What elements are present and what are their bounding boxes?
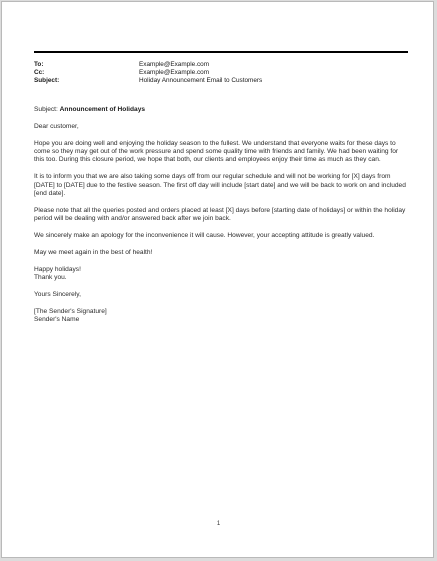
paragraph-2: It is to inform you that we are also taking some days off from our regular schedule and will not be working for [X] days from [DATE] to [DATE] due to the festive season. The first off day will include [start date] and we will be back to work on and included [end date]. xyxy=(34,173,406,198)
email-body xyxy=(34,106,408,333)
body-subject-prefix: Subject: xyxy=(34,106,60,113)
subject-row xyxy=(34,77,262,84)
body-subject xyxy=(34,106,408,114)
page-number: 1 xyxy=(216,521,221,527)
document-page xyxy=(1,1,434,558)
signoff: Yours Sincerely, xyxy=(34,290,81,298)
paragraph-4: We sincerely make an apology for the inconvenience it will cause. However, your accepting attitude is greatly valued. xyxy=(34,232,375,240)
cc-value: Example@Example.com xyxy=(139,69,210,76)
subject-label: Subject: xyxy=(34,77,60,84)
paragraph-3: Please note that all the queries posted and orders placed at least [X] days before [starting date of holidays] or within the holiday period will be dealing with and/or answered back after we join back. xyxy=(34,206,406,223)
header-divider xyxy=(34,51,408,53)
cc-label: Cc: xyxy=(34,69,45,76)
to-row xyxy=(34,61,209,68)
paragraph-1: Hope you are doing well and enjoying the holiday season to the fullest. We understand that everyone waits for these days to come so they may get out of the work pressure and spend some quality time with friends and family. We had been waiting for this too. During this closure period, we hope that both, our clients and employees enjoy their time as much as they can. xyxy=(34,139,399,164)
signature-block xyxy=(34,308,408,325)
closing-line-2: Thank you. xyxy=(34,274,67,282)
subject-value: Holiday Announcement Email to Customers xyxy=(139,77,263,84)
signature: [The Sender's Signature] xyxy=(34,307,107,315)
sender-name: Sender's Name xyxy=(34,316,80,324)
to-label: To: xyxy=(34,61,44,68)
closing-line-1: Happy holidays! xyxy=(34,265,81,273)
closing xyxy=(34,266,408,283)
greeting: Dear customer, xyxy=(34,122,79,130)
cc-row xyxy=(34,69,209,76)
body-subject-text: Announcement of Holidays xyxy=(59,106,146,113)
paragraph-5: May we meet again in the best of health! xyxy=(34,248,153,256)
to-value: Example@Example.com xyxy=(139,61,210,68)
